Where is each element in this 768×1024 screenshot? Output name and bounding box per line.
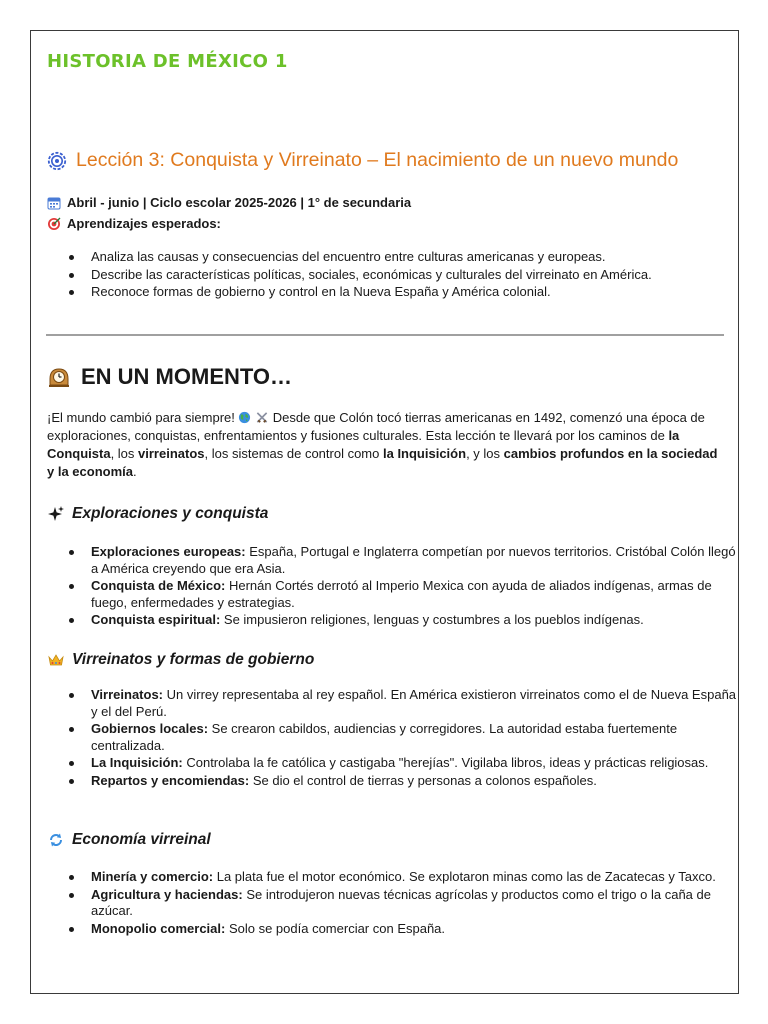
list-item: Exploraciones europeas: España, Portugal e Inglaterra competían por nuevos territorios. Cristóbal Colón llegó a América creyendo que era Asia. — [91, 544, 741, 577]
subsection-heading-exploraciones — [47, 505, 268, 523]
list-item: Describe las características políticas, sociales, económicas y culturales del virreinato en América. — [91, 267, 741, 284]
crown-icon — [47, 651, 65, 669]
document-title: HISTORIA DE MÉXICO 1 — [47, 51, 288, 72]
list-item: Conquista espiritual: Se impusieron religiones, lenguas y costumbres a los pueblos indígenas. — [91, 612, 741, 629]
economia-list — [91, 869, 741, 938]
lesson-title: Lección 3: Conquista y Virreinato – El nacimiento de un nuevo mundo — [76, 149, 679, 171]
list-item: Reconoce formas de gobierno y control en la Nueva España y América colonial. — [91, 284, 741, 301]
exploraciones-list — [91, 544, 741, 630]
document-page — [30, 30, 739, 994]
list-item: La Inquisición: Controlaba la fe católica y castigaba "herejías". Vigilaba libros, ideas y prácticas religiosas. — [91, 755, 741, 772]
list-item: Minería y comercio: La plata fue el motor económico. Se explotaron minas como las de Zacatecas y Taxco. — [91, 869, 741, 886]
list-item: Repartos y encomiendas: Se dio el control de tierras y personas a colonos españoles. — [91, 773, 741, 790]
section-heading — [47, 364, 292, 390]
lesson-heading — [47, 149, 678, 172]
subsection-title: Economía virreinal — [72, 831, 211, 848]
outcomes-label: Aprendizajes esperados: — [67, 216, 221, 231]
schedule-text: Abril - junio | Ciclo escolar 2025-2026 | 1° de secundaria — [67, 195, 412, 210]
globe-icon — [238, 411, 251, 424]
mantel-clock-icon — [47, 365, 71, 389]
cycle-arrows-icon — [47, 831, 65, 849]
subsection-title: Virreinatos y formas de gobierno — [72, 651, 315, 668]
gear-icon — [47, 151, 67, 171]
crossed-swords-icon — [255, 411, 269, 424]
subsection-title: Exploraciones y conquista — [72, 505, 269, 522]
section-title: EN UN MOMENTO… — [81, 364, 293, 389]
outcomes-label-row — [47, 216, 221, 231]
list-item: Virreinatos: Un virrey representaba al rey español. En América existieron virreinatos como el de Nueva España y el del Perú. — [91, 687, 741, 720]
outcomes-list — [91, 249, 741, 302]
target-icon — [47, 217, 61, 231]
calendar-icon — [47, 196, 61, 210]
virreinatos-list — [91, 687, 741, 790]
schedule-line — [47, 195, 411, 210]
list-item: Conquista de México: Hernán Cortés derrotó al Imperio Mexica con ayuda de aliados indígenas, armas de fuego, enfermedades y estrategias. — [91, 578, 741, 611]
subsection-heading-economia — [47, 831, 211, 849]
section-divider — [46, 334, 724, 336]
sparkles-icon — [47, 505, 65, 523]
list-item: Monopolio comercial: Solo se podía comerciar con España. — [91, 921, 741, 938]
intro-paragraph: ¡El mundo cambió para siempre! Desde que Colón tocó tierras americanas en 1492, comenzó una época de exploraciones, conquistas, enfrentamientos y fusiones culturales. Esta lección te llevará por los caminos de la Conquista, los virreinatos, los sistemas de control como la Inquisición, y los cambios profundos en la sociedad y la economía. — [47, 410, 718, 479]
subsection-heading-virreinatos — [47, 651, 314, 669]
list-item: Agricultura y haciendas: Se introdujeron nuevas técnicas agrícolas y productos como el trigo o la caña de azúcar. — [91, 887, 741, 920]
list-item: Analiza las causas y consecuencias del encuentro entre culturas americanas y europeas. — [91, 249, 741, 266]
list-item: Gobiernos locales: Se crearon cabildos, audiencias y corregidores. La autoridad estaba fuertemente centralizada. — [91, 721, 741, 754]
